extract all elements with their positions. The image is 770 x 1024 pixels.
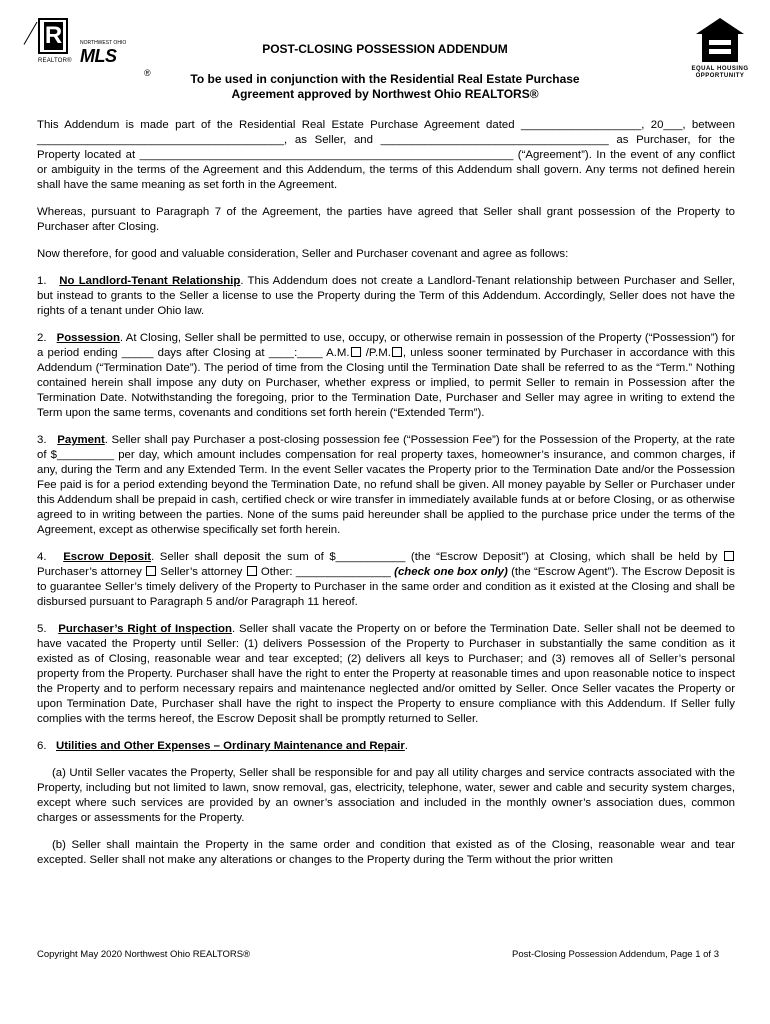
mls-registered-mark: ® [144, 68, 151, 78]
whereas-paragraph: Whereas, pursuant to Paragraph 7 of the Agreement, the parties have agreed that Seller shall grant possession of the Property to Purchaser after Closing. [37, 206, 735, 233]
section-6: 6. Utilities and Other Expenses – Ordinary Maintenance and Repair. [37, 740, 408, 752]
section-1: 1. No Landlord-Tenant Relationship. This Addendum does not create a Landlord-Tenant relationship between Purchaser and Seller, but instead to grants to the Seller a license to use the Property during the Term of this Addendum. Accordingly, Seller does not have the rights of a tenant under Ohio law. [37, 275, 736, 317]
section-3: 3. Payment. Seller shall pay Purchaser a post-closing possession fee (“Possession Fee”) for the Possession of the Property, at the rate of $_________ per day, which amount includes compensation for real property taxes, homeowner’s insurance, and common charges, if any, during the Term and any Extended Term. In the event Seller vacates the Property prior to the Termination Date and/or the Possession Fee paid is for a period extending beyond the Termination Date, no refund shall be given. All money payable by Seller or Purchaser under this Addendum shall be prepaid in cash, certified check or wire transfer in immediately available funds at or before Closing, or as otherwise agreed to in writing between the parties. None of the sums paid hereunder shall be applied to the purchase price under the terms of the Agreement, except as otherwise specifically set forth herein. [37, 434, 735, 536]
section-6a: (a) Until Seller vacates the Property, Seller shall be responsible for and pay all utility charges and service contracts associated with the Property, including but not limited to lawn, snow removal, gas, electricity, telephone, water, sewer and cable and security system charges, except where such services are provided by an owner’s association and included in the monthly owner’s association dues, common charges or assessments for the Property. [37, 767, 735, 824]
other-checkbox[interactable] [247, 566, 257, 576]
document-subtitle: To be used in conjunction with the Residential Real Estate Purchase Agreement approved by Northwest Ohio REALTORS® [190, 72, 580, 101]
mls-label: MLS [80, 46, 117, 66]
section-5-heading: Purchaser’s Right of Inspection [58, 623, 232, 635]
section-1-heading: No Landlord-Tenant Relationship [59, 275, 241, 287]
check-one-note: (check one box only) [394, 566, 508, 578]
document-title: POST-CLOSING POSSESSION ADDENDUM [262, 42, 508, 56]
section-2: 2. Possession. At Closing, Seller shall be permitted to use, occupy, or otherwise remain in possession of the Property (“Possession”) for a period ending _____ days after Closing at ____:____ A.M. /P.M. , unless sooner terminated by Purchaser in accordance with this Addendum (“Termination Date”). The period of time from the Closing until the Termination Date shall be referred to as the “Term.” Nothing contained herein shall impose any duty on Purchaser, whether express or implied, to permit Seller to remain in Possession after the Termination Date. Notwithstanding the foregoing, prior to the Termination Date, Purchaser and Seller may agree in writing to extend the Term upon the same terms, covenants and conditions set forth herein (“Extended Term”). [37, 332, 735, 419]
mls-top-label: NORTHWEST OHIO [80, 40, 127, 46]
equal-housing-house-icon [694, 16, 746, 64]
section-3-heading: Payment [57, 434, 105, 446]
now-therefore-paragraph: Now therefore, for good and valuable consideration, Seller and Purchaser covenant and agree as follows: [37, 248, 569, 260]
intro-paragraph: This Addendum is made part of the Residential Real Estate Purchase Agreement dated ___________________, 20___, between _______________________________________, as Seller, and ____________________________________ as Purchaser, for the Property located at ___________________________________________________________ (“Agreement”). In the event of any conflict or ambiguity in the terms of the Agreement and this Addendum, the terms of this Addendum shall govern. Any terms not defined herein shall have the same meaning as set forth in the Agreement. [37, 119, 735, 191]
section-5: 5. Purchaser’s Right of Inspection. Seller shall vacate the Property on or before the Termination Date. Seller shall not be deemed to have vacated the Property until Seller: (1) delivers Possession of the Property to Purchaser in substantially the same condition as it existed as of Closing, reasonable wear and tear excepted; (2) delivers all keys to Purchaser; and (3) removes all of Seller’s personal property from the Property. Purchaser shall have the right to enter the Property at reasonable times and upon reasonable notice to inspect the Property and to perform necessary repairs and maintenance neglected and/or omitted by Seller. Once Seller vacates the Property or upon Termination Date, Purchaser shall have the right to inspect the Property to ensure compliance with this Addendum. If Seller fully complies with the terms hereof, the Escrow Deposit shall be promptly returned to Seller. [37, 623, 736, 725]
document-body [37, 118, 735, 880]
section-4-heading: Escrow Deposit [63, 551, 152, 563]
section-6-heading: Utilities and Other Expenses – Ordinary Maintenance and Repair [56, 740, 405, 752]
realtor-label: REALTOR® [38, 58, 72, 64]
purchasers-attorney-checkbox[interactable] [724, 551, 734, 561]
pm-checkbox[interactable] [392, 347, 402, 357]
equal-housing-label: EQUAL HOUSING OPPORTUNITY [691, 66, 749, 79]
am-checkbox[interactable] [351, 347, 361, 357]
sellers-attorney-checkbox[interactable] [146, 566, 156, 576]
section-4: 4. Escrow Deposit. Seller shall deposit the sum of $___________ (the “Escrow Deposit”) at Closing, which shall be held by Purchaser’s attorney Seller’s attorney Other: _______________ (check one box only) (the “Escrow Agent”). The Escrow Deposit is to guarantee Seller’s timely delivery of the Property to Purchaser in the same order and condition as it existed at the Closing and shall be disbursed pursuant to Paragraph 5 and/or Paragraph 11 hereof. [37, 551, 736, 608]
section-6b: (b) Seller shall maintain the Property in the same order and condition that existed as of the Closing, reasonable wear and tear excepted. Seller shall not make any alterations or changes to the Property during the Term without the prior written [37, 839, 735, 866]
footer-page-info: Post-Closing Possession Addendum, Page 1 of 3 [511, 949, 719, 960]
section-2-heading: Possession [56, 332, 120, 344]
footer-copyright: Copyright May 2020 Northwest Ohio REALTORS® [37, 949, 251, 960]
realtor-r-icon: R [38, 18, 68, 54]
